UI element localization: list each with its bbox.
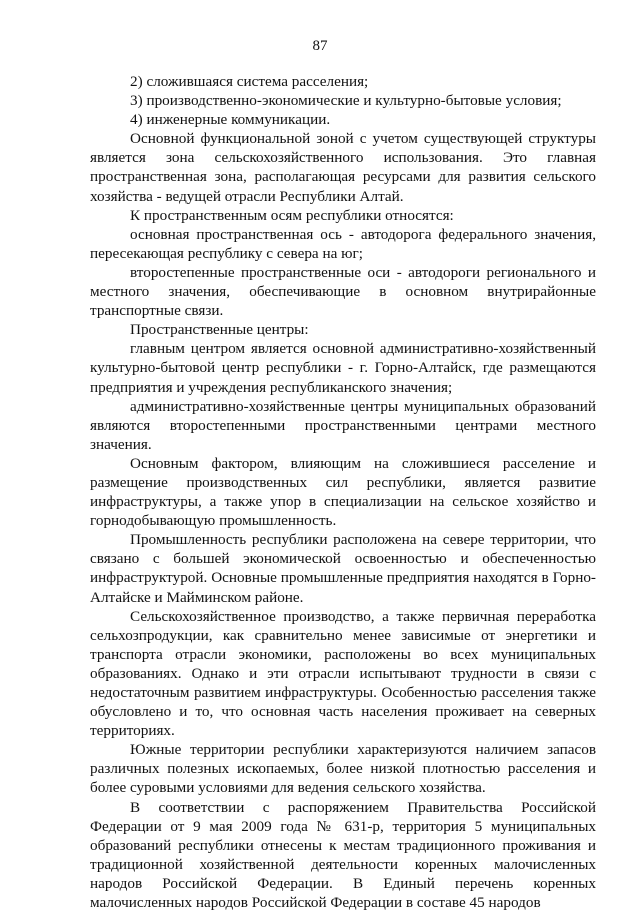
page-number: 87	[312, 38, 328, 54]
paragraph-municipal-centers: административно-хозяйственные центры муниципальных образований являются второстепенными пространственными центрами местного значения.	[90, 397, 596, 453]
paragraph-list-item-3: 3) производственно-экономические и культурно-бытовые условия;	[130, 92, 562, 110]
paragraph-agriculture: Сельскохозяйственное производство, а также первичная переработка сельхозпродукции, как сравнительно менее зависимые от энергетики и транспорта отрасли экономики, расположены во всех муниципальных образованиях. Однако и эти отрасли испытывают трудности в связи с недостаточным развитием инфраструктуры. Особенностью расселения также обусловлено и то, что основная часть населения проживает на северных территориях.	[90, 607, 596, 740]
paragraph-main-center: главным центром является основной административно-хозяйственный культурно-бытовой центр республики - г. Горно-Алтайск, где размещаются предприятия и учреждения республиканского значения;	[90, 340, 596, 396]
paragraph-secondary-axes: второстепенные пространственные оси - автодороги регионального и местного значения, обеспечивающие в основном внутрирайонные транспортные связи.	[90, 263, 596, 320]
paragraph-list-item-4: 4) инженерные коммуникации.	[130, 111, 331, 129]
paragraph-southern-territories: Южные территории республики характеризуются наличием запасов различных полезных ископаемых, более низкой плотностью расселения и более суровыми условиями для ведения сельского хозяйства.	[90, 741, 596, 797]
document-body	[90, 72, 596, 912]
paragraph-spatial-centers-intro: Пространственные центры:	[130, 321, 309, 339]
paragraph-industry: Промышленность республики расположена на севере территории, что связано с большей экономической освоенностью и обеспеченностью инфраструктурой. Основные промышленные предприятия находятся в Горно-Алтайске и Майминском районе.	[90, 531, 596, 606]
paragraph-spatial-axes-intro: К пространственным осям республики относятся:	[130, 206, 454, 224]
paragraph-government-order: В соответствии с распоряжением Правительства Российской Федерации от 9 мая 2009 года № 631-р, территория 5 муниципальных образований республики отнесены к местам традиционного проживания и традиционной хозяйственной деятельности коренных малочисленных народов Российской Федерации. В Единый перечень коренных малочисленных народов Российской Федерации в составе 45 народов	[90, 798, 596, 912]
paragraph-functional-zone: Основной функциональной зоной с учетом существующей структуры является зона сельскохозяйственного использования. Это главная пространственная зона, располагающая ресурсами для развития сельского хозяйства - ведущей отрасли Республики Алтай.	[90, 130, 596, 205]
paragraph-list-item-2: 2) сложившаяся система расселения;	[130, 73, 369, 90]
paragraph-main-factor: Основным фактором, влияющим на сложившиеся расселение и размещение производственных сил республики, является развитие инфраструктуры, а также упор в специализации на сельское хозяйство и горнодобывающую промышленность.	[90, 454, 596, 530]
paragraph-main-axis: основная пространственная ось - автодорога федерального значения, пересекающая республику с севера на юг;	[90, 225, 596, 262]
